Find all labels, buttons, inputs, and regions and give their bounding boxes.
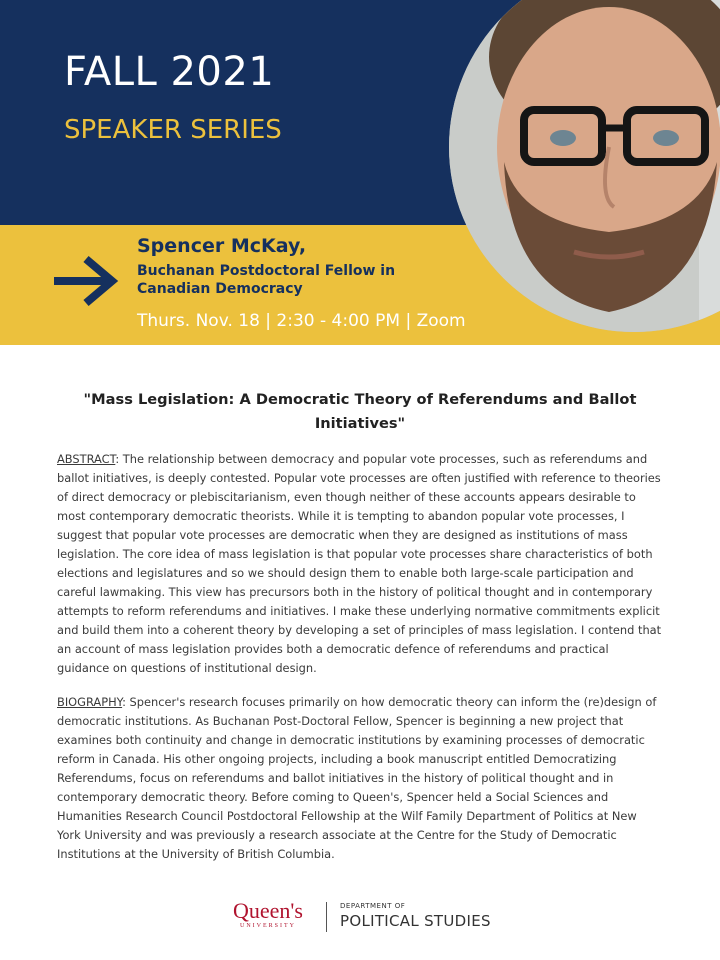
speaker-name: Spencer McKay, [137, 235, 307, 257]
speaker-role: Buchanan Postdoctoral Fellow in Canadian Democracy [137, 263, 396, 298]
right-arrow-icon [50, 255, 120, 307]
talk-details [57, 388, 663, 879]
biography-text: : Spencer's research focuses primarily on how democratic theory can inform the (re)design of democratic institutions. As Buchanan Post-Doctoral Fellow, Spencer is beginning a new project that examines both continuity and change in democratic institutions by examining processes of democratic reform in Canada. His other ongoing projects, including a book manuscript entitled Democratizing Referendums, focus on referendums and ballot initiatives in the history of political thought and in contemporary democratic theory. Before coming to Queen's, Spencer held a Social Sciences and Humanities Research Council Postdoctoral Fellowship at the Wilf Family Department of Politics at New York University and was previously a research associate at the Centre for the Study of Democratic Institutions at the University of British Columbia. [57, 695, 657, 862]
department-label: DEPARTMENT OF [340, 902, 406, 910]
footer-logos [0, 900, 720, 940]
logo-divider [326, 902, 327, 932]
queens-university-logo [222, 900, 314, 930]
abstract-paragraph [57, 450, 663, 678]
university-subtext: UNIVERSITY [240, 923, 296, 929]
biography-label: BIOGRAPHY [57, 695, 123, 710]
abstract-text: : The relationship between democracy and popular vote processes, such as referendums and ballot initiatives, is deeply contested. Popular vote processes are often justified with reference to theories of direct democracy or plebiscitarianism, even though neither of these accounts appears desirable to most contemporary democratic theorists. While it is tempting to abandon popular vote processes, I suggest that popular vote processes are democratic when they are designed as institutions of mass legislation. The core idea of mass legislation is that popular vote processes share characteristics of both elections and legislatures and so we should design them to enable both large-scale participation and careful lawmaking. This view has precursors both in the history of political thought and in contemporary attempts to reform referendums and initiatives. I make these underlying normative commitments explicit and build them into a coherent theory by developing a set of principles of mass legislation. I contend that an account of mass legislation provides both a democratic defence of referendums and practical guidance on questions of institutional design. [57, 452, 662, 676]
department-name: POLITICAL STUDIES [340, 912, 491, 930]
event-banner [0, 0, 720, 345]
series-subtitle: SPEAKER SERIES [64, 115, 282, 145]
talk-title: "Mass Legislation: A Democratic Theory of Referendums and Ballot Initiatives" [83, 391, 637, 433]
event-date-time-location: Thurs. Nov. 18 | 2:30 - 4:00 PM | Zoom [137, 311, 466, 331]
university-name: Queen's [233, 898, 303, 923]
abstract-label: ABSTRACT [57, 452, 116, 467]
biography-paragraph [57, 693, 663, 864]
series-title: FALL 2021 [64, 49, 275, 95]
